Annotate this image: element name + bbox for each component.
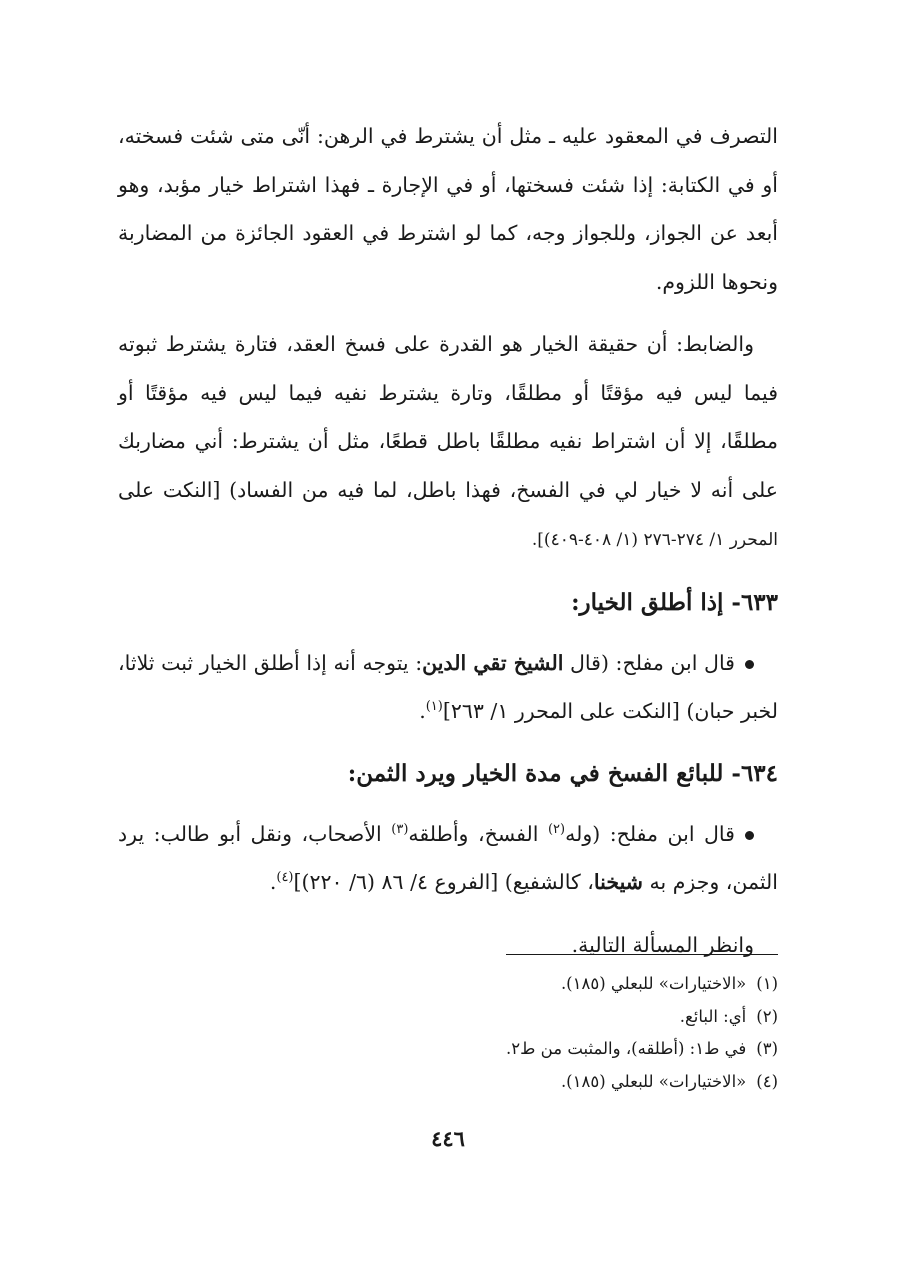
footnote-marker-3[interactable]: (٣): [391, 821, 409, 837]
paragraph-634: قال ابن مفلح: (وله$^{(٢)}$ الفسخ، وأطلقه$^{(٣)}$ الأصحاب، ونقل أبو طالب: يرد الثمن، وجزم به شيخنا، كالشفيع) [الفروع ٤/ ٨٦ (٦/ ٢٢٠)]$^{(٤)}$.: [118, 821, 778, 894]
footnote-number: (١): [756, 974, 778, 993]
footnote-divider: [506, 954, 778, 955]
bullet-icon: [745, 831, 754, 840]
footnote-1: [118, 968, 778, 1001]
footnote-number: (٤): [756, 1071, 778, 1091]
paragraph-634-text-d: ، كالشفيع) [الفروع ٤/ ٨٦ (٦/ ٢٢٠)]: [293, 870, 594, 894]
footnote-marker-1[interactable]: (١): [425, 699, 443, 715]
footnote-text: أي: البائع.: [679, 1006, 747, 1026]
paragraph-criterion: [118, 320, 778, 565]
paragraph-continuation: التصرف في المعقود عليه ـ مثل أن يشترط في الرهن: أنّى متى شئت فسخته، أو في الكتابة: إذا شئت فسختها، أو في الإجارة ـ فهذا اشتراط خيار مؤبد، وهو أبعد عن الجواز، وللجواز وجه، كما لو اشترط في العقود الجائزة من المضاربة ونحوها اللزوم.: [118, 124, 778, 294]
paragraph-634-text-b: الفسخ، وأطلقه: [408, 821, 548, 846]
footnote-text: «الاختيارات» للبعلي (١٨٥).: [560, 974, 747, 993]
paragraph-633-bold: الشيخ تقي الدين: [422, 650, 564, 675]
section-heading-633: ٦٣٣- إذا أطلق الخيار:: [571, 588, 778, 616]
paragraph-634-text-a: قال ابن مفلح: (وله: [565, 821, 735, 846]
bullet-icon: [745, 660, 754, 669]
paragraph-633: قال ابن مفلح: (قال الشيخ تقي الدين: يتوجه أنه إذا أطلق الخيار ثبت ثلاثا، لخبر حبان) [النكت على المحرر ١/ ٢٦٣]$^{(١)}$.: [118, 650, 778, 723]
footnote-text: في ط١: (أطلقه)، والمثبت من ط٢.: [506, 1039, 747, 1058]
footnotes: [118, 968, 778, 1098]
footnote-4: [118, 1066, 778, 1099]
paragraph-633-text-a: قال ابن مفلح: (قال: [570, 650, 735, 675]
footnote-marker-4[interactable]: (٤): [276, 870, 294, 886]
paragraph-634-bold: شيخنا: [593, 870, 643, 894]
paragraph-634-text-c: الأصحاب، ونقل أبو طالب: يرد الثمن، وجزم به: [118, 821, 778, 894]
paragraph-633-text-b: : يتوجه أنه إذا أطلق الخيار ثبت ثلاثا، لخبر حبان) [النكت على المحرر ١/ ٢٦٣]: [118, 650, 778, 723]
footnote-marker-2[interactable]: (٢): [547, 821, 566, 837]
footnote-number: (٢): [756, 1006, 778, 1026]
paragraph-see-next: وانظر المسألة التالية.: [571, 932, 754, 957]
footnote-text: «الاختيارات» للبعلي (١٨٥).: [560, 1071, 747, 1091]
footnote-3: [118, 1033, 778, 1066]
paragraph-criterion-text: والضابط: أن حقيقة الخيار هو القدرة على فسخ العقد، فتارة يشترط ثبوته فيما ليس فيه مؤقتًا أو مطلقًا، وتارة يشترط نفيه فيما ليس فيه مؤقتًا أو مطلقًا، إلا أن اشتراط نفيه مطلقًا باطل قطعًا، مثل أن يشترط: أني مضاربك على أنه لا خيار لي في الفسخ، فهذا باطل، لما فيه من الفساد) [النكت على: [118, 332, 778, 502]
footnote-number: (٣): [756, 1039, 778, 1058]
book-page: [118, 112, 778, 1212]
section-heading-634: ٦٣٤- للبائع الفسخ في مدة الخيار ويرد الثمن:: [347, 759, 778, 787]
paragraph-criterion-reference: المحرر ١/ ٢٧٤-٢٧٦ (١/ ٤٠٨-٤٠٩)].: [531, 530, 778, 550]
footnote-2: [118, 1001, 778, 1034]
page-number: ٤٤٦: [431, 1126, 465, 1151]
